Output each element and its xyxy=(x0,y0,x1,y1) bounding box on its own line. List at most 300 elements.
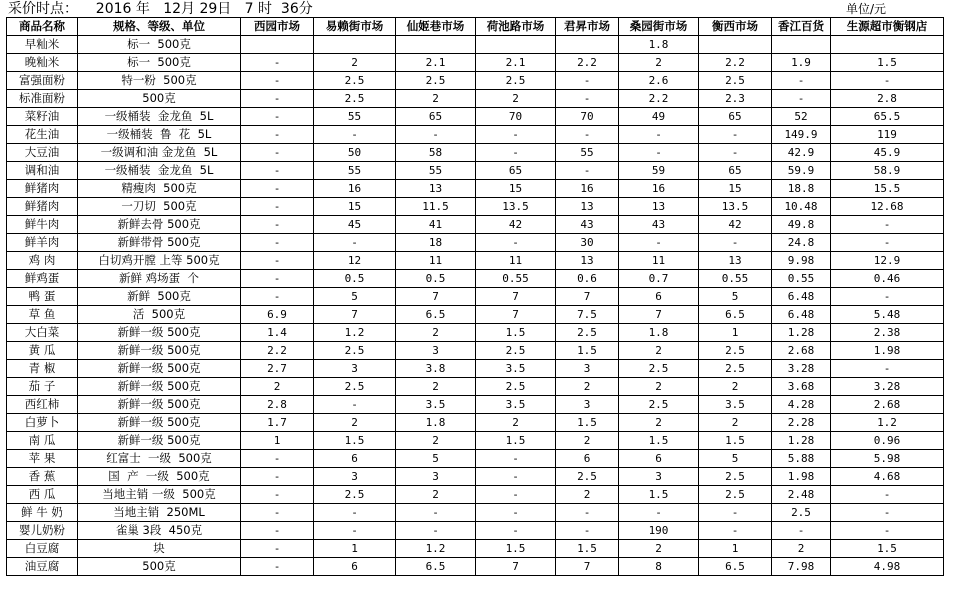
price-cell: 11 xyxy=(396,252,476,270)
price-cell: 2.5 xyxy=(314,90,396,108)
column-header: 君昇市场 xyxy=(556,18,619,36)
product-name: 富强面粉 xyxy=(7,72,78,90)
price-cell: 1.5 xyxy=(556,540,619,558)
column-header: 衡西市场 xyxy=(699,18,772,36)
price-cell xyxy=(476,36,556,54)
price-cell: - xyxy=(699,522,772,540)
price-cell: - xyxy=(241,144,314,162)
price-cell: 59 xyxy=(619,162,699,180)
product-name: 青 椒 xyxy=(7,360,78,378)
table-row xyxy=(7,54,944,72)
price-cell: 2 xyxy=(619,342,699,360)
column-header: 桑园街市场 xyxy=(619,18,699,36)
price-cell: - xyxy=(699,504,772,522)
price-cell: - xyxy=(772,522,831,540)
price-cell: - xyxy=(241,270,314,288)
product-spec: 特一粉 500克 xyxy=(78,72,241,90)
price-cell: 58.9 xyxy=(831,162,944,180)
price-cell: 8 xyxy=(619,558,699,576)
price-cell: - xyxy=(241,108,314,126)
product-name: 鲜牛肉 xyxy=(7,216,78,234)
table-row xyxy=(7,306,944,324)
price-cell: 2.5 xyxy=(476,342,556,360)
price-cell: 5.98 xyxy=(831,450,944,468)
table-header xyxy=(7,18,944,36)
price-cell: 2.5 xyxy=(314,72,396,90)
price-cell: - xyxy=(831,360,944,378)
price-cell: 18 xyxy=(396,234,476,252)
price-cell: 6 xyxy=(619,288,699,306)
price-cell: 2.28 xyxy=(772,414,831,432)
product-name: 花生油 xyxy=(7,126,78,144)
price-cell: - xyxy=(241,162,314,180)
price-cell: - xyxy=(314,522,396,540)
price-cell: 1.28 xyxy=(772,432,831,450)
price-cell: 2.7 xyxy=(241,360,314,378)
price-cell: 7 xyxy=(556,558,619,576)
price-cell: 5.48 xyxy=(831,306,944,324)
price-cell: 5 xyxy=(699,288,772,306)
price-cell: 1.5 xyxy=(476,324,556,342)
column-header: 规格、等级、单位 xyxy=(78,18,241,36)
price-cell: 5 xyxy=(314,288,396,306)
table-row xyxy=(7,432,944,450)
price-cell: 2 xyxy=(772,540,831,558)
price-cell: 2 xyxy=(619,414,699,432)
table-row xyxy=(7,450,944,468)
table-row xyxy=(7,162,944,180)
price-cell: 6 xyxy=(314,558,396,576)
product-name: 大白菜 xyxy=(7,324,78,342)
price-cell: 2 xyxy=(396,486,476,504)
price-cell: 1 xyxy=(241,432,314,450)
price-cell: 2.2 xyxy=(699,54,772,72)
price-cell: 13.5 xyxy=(476,198,556,216)
table-row xyxy=(7,558,944,576)
price-cell xyxy=(241,36,314,54)
product-name: 白豆腐 xyxy=(7,540,78,558)
price-cell: 2.5 xyxy=(556,468,619,486)
price-cell: - xyxy=(476,126,556,144)
price-cell: 0.6 xyxy=(556,270,619,288)
price-cell: 1.5 xyxy=(699,432,772,450)
price-cell: - xyxy=(476,504,556,522)
price-cell: 2 xyxy=(314,414,396,432)
price-cell xyxy=(831,36,944,54)
table-row xyxy=(7,90,944,108)
price-cell: 2.2 xyxy=(619,90,699,108)
price-cell: 2.5 xyxy=(476,378,556,396)
price-cell: 30 xyxy=(556,234,619,252)
price-cell: 13 xyxy=(556,252,619,270)
price-cell: - xyxy=(476,234,556,252)
price-cell: 0.55 xyxy=(772,270,831,288)
product-spec: 新鲜去骨 500克 xyxy=(78,216,241,234)
price-cell: - xyxy=(699,126,772,144)
product-spec: 一级桶装 金龙鱼 5L xyxy=(78,108,241,126)
price-cell: 6.5 xyxy=(699,306,772,324)
price-cell: 55 xyxy=(314,108,396,126)
product-name: 西 瓜 xyxy=(7,486,78,504)
price-cell: - xyxy=(241,234,314,252)
product-spec: 新鲜一级 500克 xyxy=(78,342,241,360)
table-row xyxy=(7,288,944,306)
price-cell: 6 xyxy=(619,450,699,468)
price-cell: 0.5 xyxy=(314,270,396,288)
price-cell: 65 xyxy=(699,162,772,180)
price-cell: 7.5 xyxy=(556,306,619,324)
price-cell: 3.28 xyxy=(772,360,831,378)
price-cell: 190 xyxy=(619,522,699,540)
price-cell: 1.98 xyxy=(831,342,944,360)
product-name: 鲜猪肉 xyxy=(7,198,78,216)
price-cell: 3.8 xyxy=(396,360,476,378)
price-cell: 2 xyxy=(476,414,556,432)
price-cell: - xyxy=(241,180,314,198)
price-cell: 15 xyxy=(699,180,772,198)
price-cell: 3 xyxy=(314,360,396,378)
product-name: 西红柿 xyxy=(7,396,78,414)
price-cell: 3 xyxy=(396,468,476,486)
price-cell: 7 xyxy=(476,558,556,576)
price-cell: 43 xyxy=(619,216,699,234)
price-cell: 119 xyxy=(831,126,944,144)
price-cell: 0.96 xyxy=(831,432,944,450)
table-row xyxy=(7,180,944,198)
column-header: 荷池路市场 xyxy=(476,18,556,36)
price-cell: 3.5 xyxy=(476,396,556,414)
product-name: 婴儿奶粉 xyxy=(7,522,78,540)
price-cell: - xyxy=(556,90,619,108)
price-cell: 1.98 xyxy=(772,468,831,486)
column-header: 仙姬巷市场 xyxy=(396,18,476,36)
table-row xyxy=(7,468,944,486)
table-row xyxy=(7,234,944,252)
product-spec: 新鲜一级 500克 xyxy=(78,360,241,378)
price-cell: - xyxy=(241,252,314,270)
table-row xyxy=(7,360,944,378)
price-cell: 0.55 xyxy=(476,270,556,288)
price-cell: 2.68 xyxy=(831,396,944,414)
price-cell xyxy=(396,36,476,54)
price-cell: 55 xyxy=(314,162,396,180)
price-cell: - xyxy=(699,144,772,162)
product-spec: 一级桶装 金龙鱼 5L xyxy=(78,162,241,180)
price-cell: 3.28 xyxy=(831,378,944,396)
price-cell: 6.9 xyxy=(241,306,314,324)
price-cell: 2.5 xyxy=(699,342,772,360)
price-cell: 11.5 xyxy=(396,198,476,216)
price-cell: 42 xyxy=(699,216,772,234)
price-cell: 1 xyxy=(699,540,772,558)
price-cell: 7 xyxy=(314,306,396,324)
price-cell: 1.5 xyxy=(556,414,619,432)
price-cell: - xyxy=(619,504,699,522)
price-cell: - xyxy=(241,54,314,72)
price-cell: 0.55 xyxy=(699,270,772,288)
table-row xyxy=(7,270,944,288)
price-cell: - xyxy=(396,504,476,522)
price-cell: - xyxy=(699,234,772,252)
price-cell xyxy=(699,36,772,54)
price-cell: 7 xyxy=(619,306,699,324)
price-cell: 70 xyxy=(476,108,556,126)
price-cell: 4.28 xyxy=(772,396,831,414)
table-row xyxy=(7,126,944,144)
product-spec: 新鲜带骨 500克 xyxy=(78,234,241,252)
price-cell: 2.6 xyxy=(619,72,699,90)
price-cell: - xyxy=(831,522,944,540)
price-cell: 7 xyxy=(396,288,476,306)
price-cell: 1.2 xyxy=(831,414,944,432)
price-cell: - xyxy=(314,396,396,414)
price-cell: 2.5 xyxy=(699,360,772,378)
price-cell: - xyxy=(619,144,699,162)
price-cell: 2 xyxy=(619,378,699,396)
price-cell: 1.7 xyxy=(241,414,314,432)
price-cell: 41 xyxy=(396,216,476,234)
price-cell: 0.7 xyxy=(619,270,699,288)
price-cell: 6.48 xyxy=(772,288,831,306)
unit-label: 单位/元 xyxy=(845,2,886,16)
price-cell: 15 xyxy=(476,180,556,198)
price-cell: 55 xyxy=(556,144,619,162)
price-cell: 3.68 xyxy=(772,378,831,396)
product-name: 茄 子 xyxy=(7,378,78,396)
price-table xyxy=(6,17,944,576)
price-cell: 1.5 xyxy=(619,432,699,450)
price-cell: 45.9 xyxy=(831,144,944,162)
price-cell: - xyxy=(396,126,476,144)
price-cell: 45 xyxy=(314,216,396,234)
product-name: 标准面粉 xyxy=(7,90,78,108)
price-cell: 2.2 xyxy=(556,54,619,72)
price-cell: - xyxy=(241,504,314,522)
price-cell: 16 xyxy=(619,180,699,198)
price-cell: - xyxy=(619,234,699,252)
product-name: 鲜鸡蛋 xyxy=(7,270,78,288)
price-cell xyxy=(314,36,396,54)
price-cell: 1.5 xyxy=(476,432,556,450)
price-cell: 2.8 xyxy=(241,396,314,414)
price-cell: - xyxy=(772,90,831,108)
product-name: 鲜 牛 奶 xyxy=(7,504,78,522)
price-cell: 2.5 xyxy=(314,378,396,396)
product-spec: 新鲜一级 500克 xyxy=(78,378,241,396)
price-cell: 58 xyxy=(396,144,476,162)
product-name: 草 鱼 xyxy=(7,306,78,324)
price-cell: 2 xyxy=(619,54,699,72)
price-cell: - xyxy=(556,72,619,90)
table-row xyxy=(7,144,944,162)
product-spec: 标一 500克 xyxy=(78,54,241,72)
price-cell: 15 xyxy=(314,198,396,216)
product-spec: 新鲜一级 500克 xyxy=(78,414,241,432)
product-spec: 新鲜一级 500克 xyxy=(78,324,241,342)
product-name: 黄 瓜 xyxy=(7,342,78,360)
price-cell: 3.5 xyxy=(699,396,772,414)
price-cell: 1.5 xyxy=(556,342,619,360)
price-cell: 11 xyxy=(476,252,556,270)
price-cell: - xyxy=(241,540,314,558)
price-cell: 2.8 xyxy=(831,90,944,108)
table-row xyxy=(7,324,944,342)
price-cell: 6.5 xyxy=(699,558,772,576)
table-row xyxy=(7,216,944,234)
price-cell: 6.5 xyxy=(396,306,476,324)
price-cell: - xyxy=(831,504,944,522)
price-cell: - xyxy=(241,126,314,144)
price-cell: 1.8 xyxy=(396,414,476,432)
price-cell: 1.5 xyxy=(476,540,556,558)
price-cell: 3.5 xyxy=(396,396,476,414)
price-cell: - xyxy=(241,522,314,540)
product-name: 鸡 肉 xyxy=(7,252,78,270)
product-name: 早籼米 xyxy=(7,36,78,54)
product-name: 晚籼米 xyxy=(7,54,78,72)
table-row xyxy=(7,108,944,126)
table-row xyxy=(7,414,944,432)
table-row xyxy=(7,540,944,558)
product-spec: 当地主销 250ML xyxy=(78,504,241,522)
price-cell: - xyxy=(476,486,556,504)
product-name: 鲜猪肉 xyxy=(7,180,78,198)
price-cell: 2.5 xyxy=(699,486,772,504)
price-cell: 13 xyxy=(396,180,476,198)
product-spec: 当地主销 一级 500克 xyxy=(78,486,241,504)
table-row xyxy=(7,378,944,396)
price-cell: 2.5 xyxy=(619,360,699,378)
price-cell: 2.2 xyxy=(241,342,314,360)
price-cell: - xyxy=(241,198,314,216)
price-cell: 2.5 xyxy=(314,342,396,360)
price-cell: 7 xyxy=(556,288,619,306)
price-cell: 1.5 xyxy=(619,486,699,504)
price-cell: - xyxy=(241,468,314,486)
price-cell: 1.9 xyxy=(772,54,831,72)
product-spec: 500克 xyxy=(78,558,241,576)
price-cell: 2.5 xyxy=(314,486,396,504)
price-cell: 6 xyxy=(556,450,619,468)
price-cell: 5 xyxy=(396,450,476,468)
price-cell: 1.5 xyxy=(314,432,396,450)
price-cell: 24.8 xyxy=(772,234,831,252)
price-cell: - xyxy=(396,522,476,540)
price-cell: 12.9 xyxy=(831,252,944,270)
price-cell: 15.5 xyxy=(831,180,944,198)
product-name: 菜籽油 xyxy=(7,108,78,126)
price-cell: - xyxy=(476,468,556,486)
price-cell: 13 xyxy=(556,198,619,216)
price-cell: - xyxy=(556,504,619,522)
column-header: 生源超市衡钢店 xyxy=(831,18,944,36)
price-cell: - xyxy=(241,216,314,234)
price-cell: 11 xyxy=(619,252,699,270)
price-cell: 2 xyxy=(556,486,619,504)
product-spec: 块 xyxy=(78,540,241,558)
price-cell: 2 xyxy=(556,378,619,396)
column-header: 商品名称 xyxy=(7,18,78,36)
price-cell: 7 xyxy=(476,306,556,324)
price-cell: 49 xyxy=(619,108,699,126)
price-cell: 50 xyxy=(314,144,396,162)
price-cell: - xyxy=(772,72,831,90)
price-cell: 10.48 xyxy=(772,198,831,216)
price-cell: - xyxy=(476,144,556,162)
price-cell: 2 xyxy=(396,90,476,108)
table-body xyxy=(7,36,944,576)
price-cell: 1.5 xyxy=(831,54,944,72)
product-spec: 白切鸡开膛 上等 500克 xyxy=(78,252,241,270)
price-cell: 2 xyxy=(241,378,314,396)
price-cell: 18.8 xyxy=(772,180,831,198)
price-cell: 2.5 xyxy=(556,324,619,342)
price-cell: 1.4 xyxy=(241,324,314,342)
product-name: 苹 果 xyxy=(7,450,78,468)
product-name: 香 蕉 xyxy=(7,468,78,486)
product-spec: 500克 xyxy=(78,90,241,108)
price-cell: 12.68 xyxy=(831,198,944,216)
price-cell: 2.48 xyxy=(772,486,831,504)
product-spec: 新鲜一级 500克 xyxy=(78,432,241,450)
price-cell: 2.5 xyxy=(476,72,556,90)
product-spec: 精瘦肉 500克 xyxy=(78,180,241,198)
product-name: 油豆腐 xyxy=(7,558,78,576)
price-cell: 13.5 xyxy=(699,198,772,216)
price-cell: 1.2 xyxy=(396,540,476,558)
table-row xyxy=(7,504,944,522)
price-cell: 1 xyxy=(314,540,396,558)
price-cell: - xyxy=(476,450,556,468)
price-cell: 2.68 xyxy=(772,342,831,360)
price-cell: 7.98 xyxy=(772,558,831,576)
price-cell: 3 xyxy=(314,468,396,486)
price-cell: 12 xyxy=(314,252,396,270)
table-row xyxy=(7,342,944,360)
price-cell: 43 xyxy=(556,216,619,234)
product-spec: 一级桶装 鲁 花 5L xyxy=(78,126,241,144)
column-header: 香江百货 xyxy=(772,18,831,36)
price-cell: 4.68 xyxy=(831,468,944,486)
price-cell: 49.8 xyxy=(772,216,831,234)
table-row xyxy=(7,198,944,216)
price-cell: 2 xyxy=(699,414,772,432)
price-cell: 0.5 xyxy=(396,270,476,288)
price-cell: 1.28 xyxy=(772,324,831,342)
price-cell: 2 xyxy=(556,432,619,450)
price-cell: 1.2 xyxy=(314,324,396,342)
product-spec: 一级调和油 金龙鱼 5L xyxy=(78,144,241,162)
price-cell: - xyxy=(831,216,944,234)
price-cell: 5.88 xyxy=(772,450,831,468)
price-cell: 2 xyxy=(396,378,476,396)
price-cell: 9.98 xyxy=(772,252,831,270)
price-cell: 1.8 xyxy=(619,36,699,54)
price-cell: 16 xyxy=(556,180,619,198)
price-cell: 65 xyxy=(396,108,476,126)
table-row xyxy=(7,486,944,504)
price-cell: - xyxy=(556,162,619,180)
product-name: 南 瓜 xyxy=(7,432,78,450)
price-cell xyxy=(556,36,619,54)
price-cell: - xyxy=(476,522,556,540)
price-cell: - xyxy=(619,126,699,144)
price-cell: 149.9 xyxy=(772,126,831,144)
price-cell: 16 xyxy=(314,180,396,198)
price-cell: 2.5 xyxy=(396,72,476,90)
price-cell: 3.5 xyxy=(476,360,556,378)
price-cell: 3 xyxy=(556,360,619,378)
